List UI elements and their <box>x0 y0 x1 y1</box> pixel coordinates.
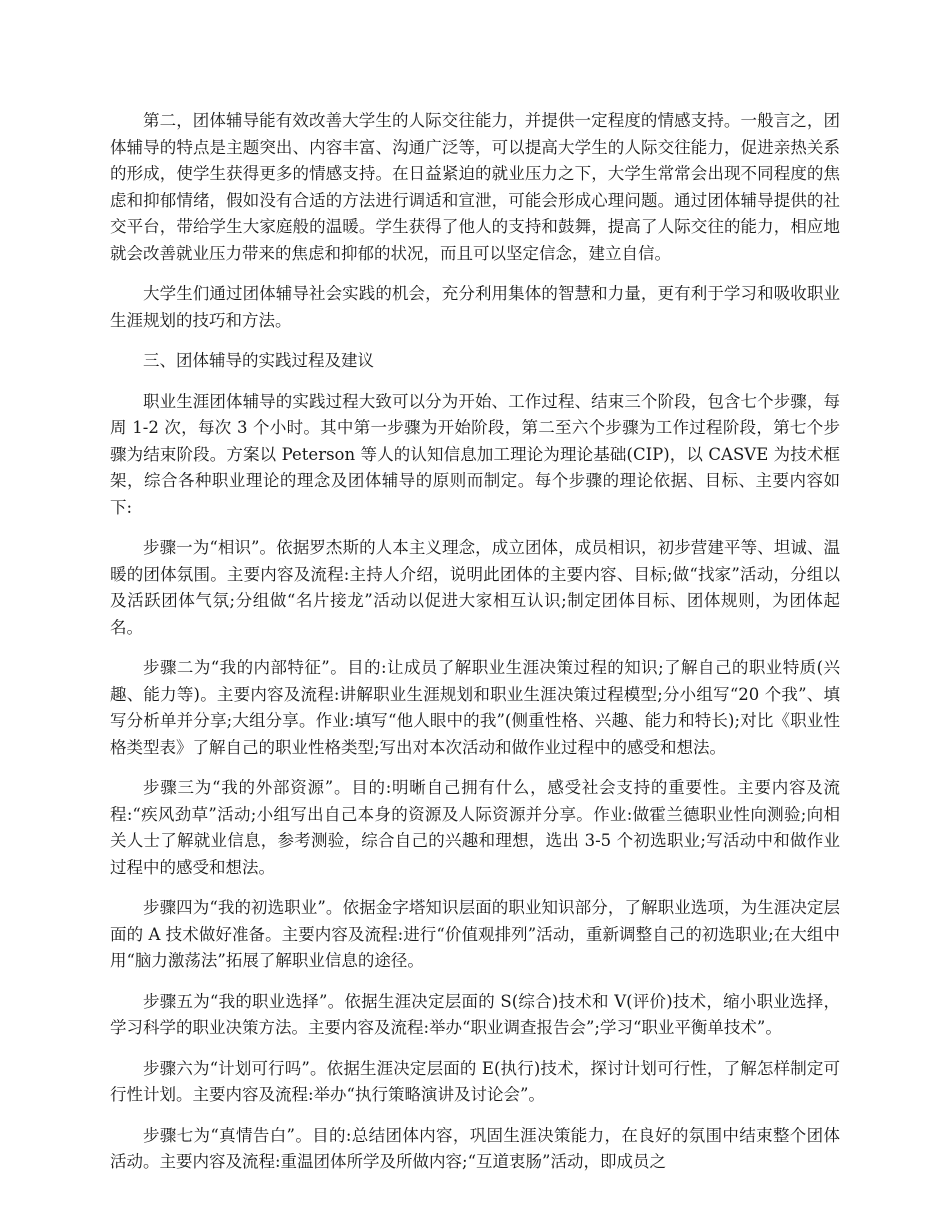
paragraph-step-two: 步骤二为“我的内部特征”。目的:让成员了解职业生涯决策过程的知识;了解自己的职业特质(兴趣、能力等)。主要内容及流程:讲解职业生涯规划和职业生涯决策过程模型;分小组写“20 个我”、填写分析单并分享;大组分享。作业:填写“他人眼中的我”(侧重性格、兴趣、能力和特长);对比《职业性格类型表》了解自己的职业性格类型;写出对本次活动和做作业过程中的感受和想法。 <box>110 658 840 757</box>
paragraph-step-five: 步骤五为“我的职业选择”。依据生涯决定层面的 S(综合)技术和 V(评价)技术，缩小职业选择，学习科学的职业决策方法。主要内容及流程:举办“职业调查报告会”;学习“职业平衡单技术”。 <box>110 991 840 1037</box>
paragraph-interpersonal-support: 第二，团体辅导能有效改善大学生的人际交往能力，并提供一定程度的情感支持。一般言之，团体辅导的特点是主题突出、内容丰富、沟通广泛等，可以提高大学生的人际交往能力，促进亲热关系的形成，使学生获得更多的情感支持。在日益紧迫的就业压力之下，大学生常常会出现不同程度的焦虑和抑郁情绪，假如没有合适的方法进行调适和宣泄，可能会形成心理问题。通过团体辅导提供的社交平台，带给学生大家庭般的温暖。学生获得了他人的支持和鼓舞，提高了人际交往的能力，相应地就会改善就业压力带来的焦虑和抑郁的状况，而且可以坚定信念，建立自信。 <box>110 111 840 263</box>
paragraph-collective-wisdom: 大学生们通过团体辅导社会实践的机会，充分利用集体的智慧和力量，更有利于学习和吸收职业生涯规划的技巧和方法。 <box>110 284 840 330</box>
paragraph-step-seven: 步骤七为“真情告白”。目的:总结团体内容，巩固生涯决策能力，在良好的氛围中结束整个团体活动。主要内容及流程:重温团体所学及所做内容;“互道衷肠”活动，即成员之 <box>110 1125 840 1171</box>
paragraph-step-four: 步骤四为“我的初选职业”。依据金字塔知识层面的职业知识部分，了解职业选项，为生涯决定层面的 A 技术做好准备。主要内容及流程:进行“价值观排列”活动，重新调整自己的初选职业;在大组中用“脑力激荡法”拓展了解职业信息的途径。 <box>110 898 840 970</box>
document-body <box>110 108 840 1190</box>
section-heading: 三、团体辅导的实践过程及建议 <box>143 351 374 370</box>
paragraph-practice-overview: 职业生涯团体辅导的实践过程大致可以分为开始、工作过程、结束三个阶段，包含七个步骤，每周 1-2 次，每次 3 个小时。其中第一步骤为开始阶段，第二至六个步骤为工作过程阶段，第七个步骤为结束阶段。方案以 Peterson 等人的认知信息加工理论为理论基础(CIP)，以 CASVE 为技术框架，综合各种职业理论的理念及团体辅导的原则而制定。每个步骤的理论依据、目标、主要内容如下: <box>110 391 840 517</box>
paragraph-step-six: 步骤六为“计划可行吗”。依据生涯决定层面的 E(执行)技术，探讨计划可行性，了解怎样制定可行性计划。主要内容及流程:举办“执行策略演讲及讨论会”。 <box>110 1058 840 1104</box>
paragraph-step-three: 步骤三为“我的外部资源”。目的:明晰自己拥有什么，感受社会支持的重要性。主要内容及流程:“疾风劲草”活动;小组写出自己本身的资源及人际资源并分享。作业:做霍兰德职业性向测验;向相关人士了解就业信息，参考测验，综合自己的兴趣和理想，选出 3-5 个初选职业;写活动中和做作业过程中的感受和想法。 <box>110 778 840 877</box>
paragraph-step-one: 步骤一为“相识”。依据罗杰斯的人本主义理念，成立团体，成员相识，初步营建平等、坦诚、温暖的团体氛围。主要内容及流程:主持人介绍，说明此团体的主要内容、目标;做“找家”活动，分组以及活跃团体气氛;分组做“名片接龙”活动以促进大家相互认识;制定团体目标、团体规则，为团体起名。 <box>110 538 840 637</box>
